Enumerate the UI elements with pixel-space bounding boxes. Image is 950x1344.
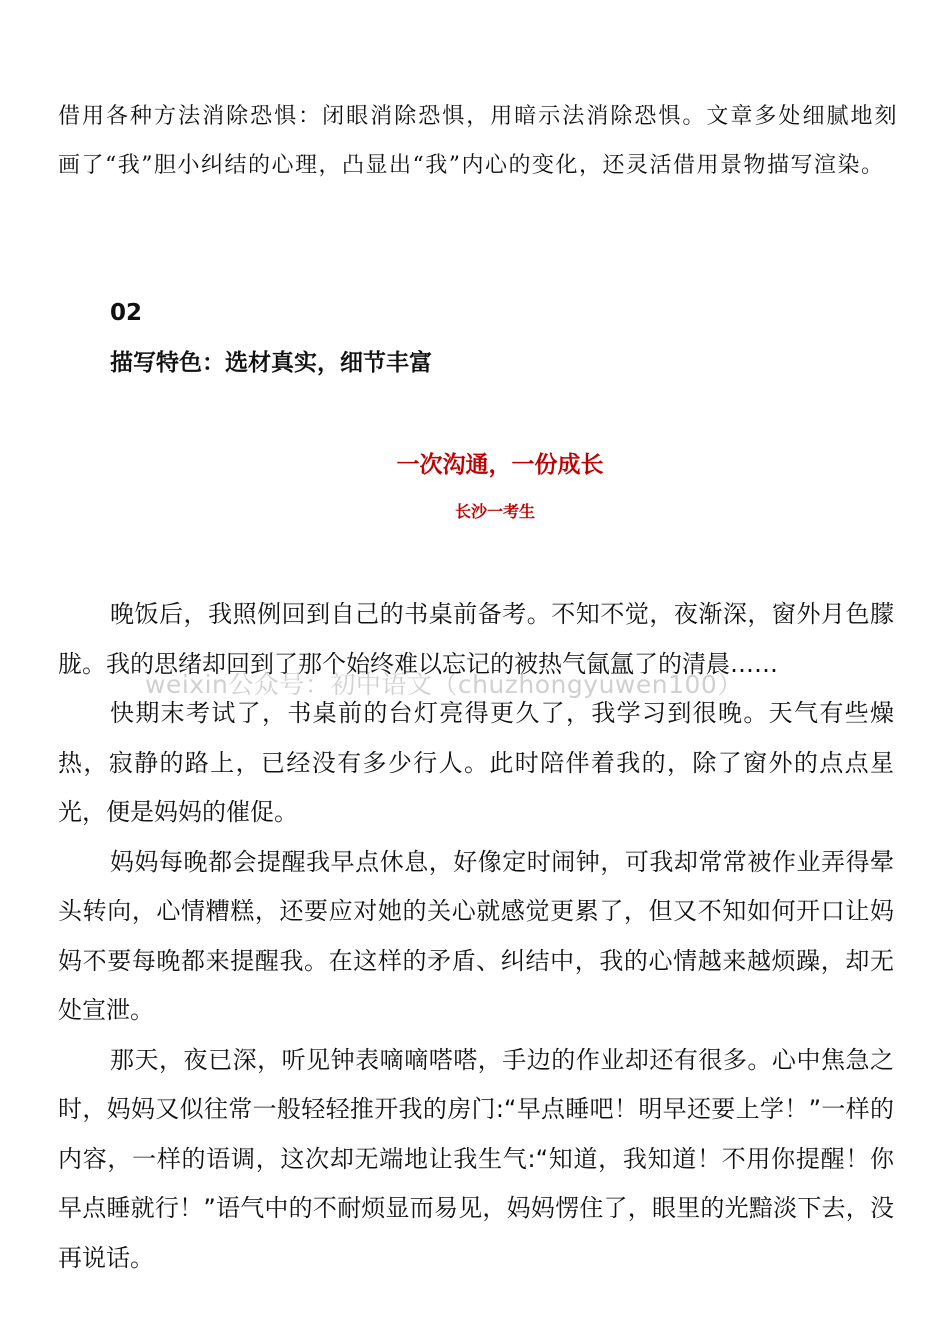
section-title: 描写特色：选材真实，细节丰富 — [110, 350, 432, 376]
intro-paragraph: 借用各种方法消除恐惧：闭眼消除恐惧，用暗示法消除恐惧。文章多处细腻地刻画了“我”胆小纠结的心理，凸显出“我”内心的变化，还灵活借用景物描写渲染。 — [58, 104, 898, 178]
section-number: 02 — [110, 300, 143, 326]
essay-paragraph: 那天，夜已深，听见钟表嘀嘀嗒嗒，手边的作业却还有很多。心中焦急之时，妈妈又似往常一般轻轻推开我的房门:“早点睡吧！明早还要上学！”一样的内容，一样的语调，这次却无端地让我生气:“知道，我知道！不用你提醒！你早点睡就行！”语气中的不耐烦显而易见，妈妈愣住了，眼里的光黯淡下去，没再说话。 — [58, 1045, 894, 1272]
watermark: weixin公众号：初中语文（chuzhongyuwen100） — [145, 670, 743, 699]
essay-paragraph: 妈妈每晚都会提醒我早点休息，好像定时闹钟，可我却常常被作业弄得晕头转向，心情糟糕，还要应对她的关心就感觉更累了，但又不知如何开口让妈妈不要每晚都来提醒我。在这样的矛盾、纠结中，我的心情越来越烦躁，却无处宣泄。 — [58, 847, 894, 1024]
essay-title: 一次沟通，一份成长 — [396, 452, 604, 478]
essay-author: 长沙一考生 — [454, 502, 535, 521]
essay-paragraph: 晚饭后，我照例回到自己的书桌前备考。不知不觉，夜渐深，窗外月色朦胧。我的思绪却回到了那个始终难以忘记的被热气氤氲了的清晨…… — [58, 600, 894, 678]
essay-paragraph: 快期末考试了，书桌前的台灯亮得更久了，我学习到很晚。天气有些燥热，寂静的路上，已经没有多少行人。此时陪伴着我的，除了窗外的点点星光，便是妈妈的催促。 — [58, 699, 894, 826]
